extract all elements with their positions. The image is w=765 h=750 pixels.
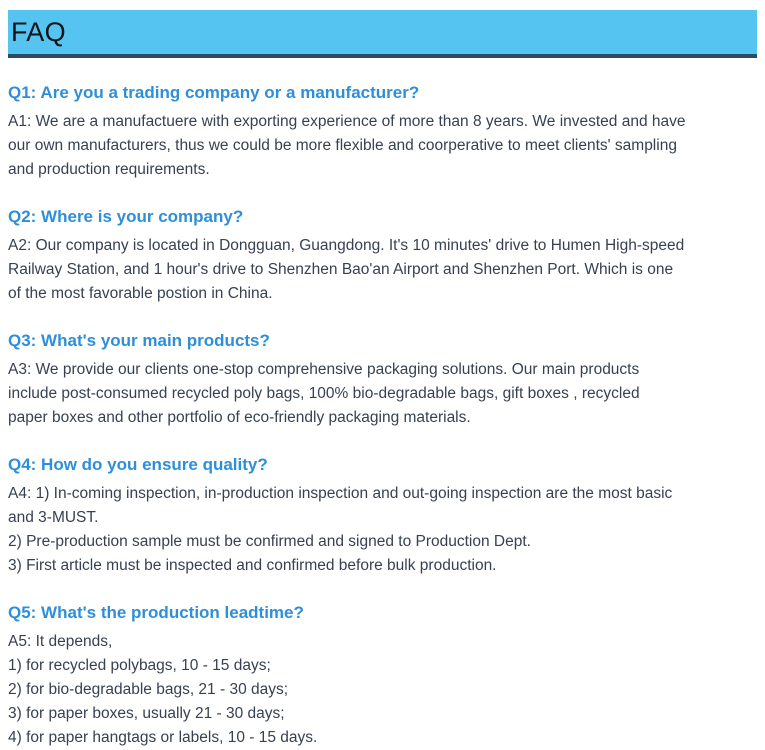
faq-answer [8, 234, 757, 306]
faq-answer-line: 2) Pre-production sample must be confirmed and signed to Production Dept. [8, 533, 531, 550]
faq-question: Q3: What's your main products? [8, 331, 270, 350]
faq-section-q5 [8, 602, 757, 750]
faq-question: Q5: What's the production leadtime? [8, 603, 304, 622]
faq-section-q3 [8, 330, 757, 430]
faq-section-q2 [8, 206, 757, 306]
faq-answer [8, 630, 757, 750]
faq-answer-line: our own manufacturers, thus we could be more flexible and coorperative to meet clients' sampling [8, 137, 677, 154]
faq-answer-line: paper boxes and other portfolio of eco-friendly packaging materials. [8, 409, 471, 426]
faq-answer-line: and 3-MUST. [8, 509, 99, 526]
faq-answer-line: A3: We provide our clients one-stop comprehensive packaging solutions. Our main products [8, 361, 640, 378]
page-title-bar [8, 10, 757, 58]
faq-answer-line: Railway Station, and 1 hour's drive to Shenzhen Bao'an Airport and Shenzhen Port. Which is one [8, 261, 674, 278]
faq-section-q1 [8, 82, 757, 182]
faq-answer-line: A5: It depends, [8, 633, 113, 650]
faq-question: Q4: How do you ensure quality? [8, 455, 268, 474]
faq-answer-line: 1) for recycled polybags, 10 - 15 days; [8, 657, 271, 674]
faq-question: Q2: Where is your company? [8, 207, 244, 226]
faq-answer-line: 3) for paper boxes, usually 21 - 30 days; [8, 705, 285, 722]
faq-section-q4 [8, 454, 757, 578]
faq-answer [8, 482, 757, 578]
faq-answer-line: A4: 1) In-coming inspection, in-production inspection and out-going inspection are the most basic [8, 485, 673, 502]
faq-answer [8, 110, 757, 182]
page-title: FAQ [11, 16, 66, 47]
faq-answer-line: 2) for bio-degradable bags, 21 - 30 days; [8, 681, 289, 698]
faq-answer-line: 4) for paper hangtags or labels, 10 - 15 days. [8, 729, 318, 746]
faq-answer-line: A2: Our company is located in Dongguan, Guangdong. It's 10 minutes' drive to Humen High-speed [8, 237, 685, 254]
faq-answer-line: include post-consumed recycled poly bags, 100% bio-degradable bags, gift boxes , recycled [8, 385, 640, 402]
faq-answer [8, 358, 757, 430]
faq-answer-line: A1: We are a manufactuere with exporting experience of more than 8 years. We invested and have [8, 113, 686, 130]
faq-answer-line: 3) First article must be inspected and confirmed before bulk production. [8, 557, 497, 574]
faq-answer-line: of the most favorable postion in China. [8, 285, 273, 302]
faq-answer-line: and production requirements. [8, 161, 210, 178]
faq-question: Q1: Are you a trading company or a manufacturer? [8, 83, 420, 102]
